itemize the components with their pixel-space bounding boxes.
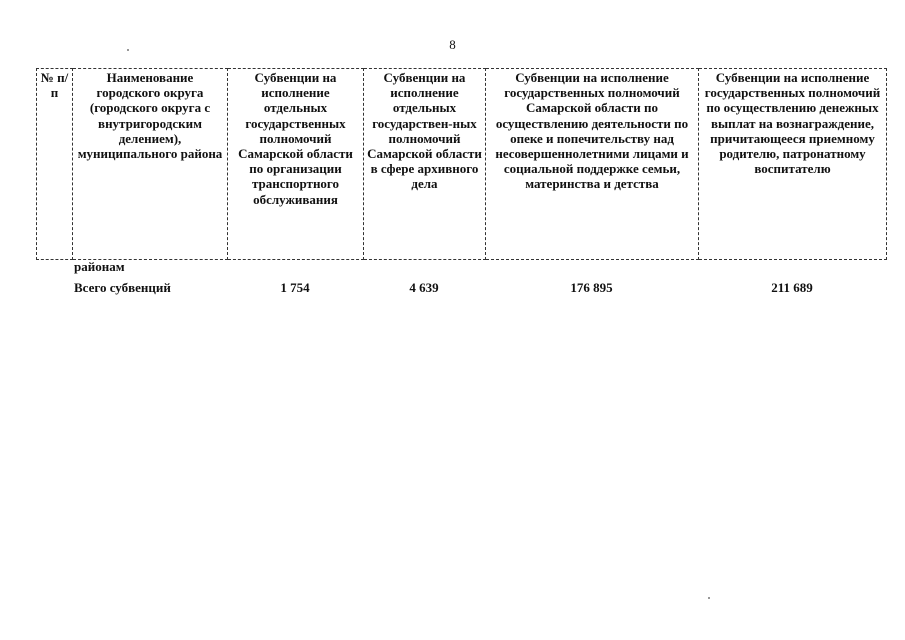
table-body: [36, 258, 886, 298]
scan-speck: [708, 597, 710, 599]
total-foster-payment: 211 689: [771, 280, 813, 295]
header-guardianship-subsidy: Субвенции на исполнение государственных полномочий Самарской области по осуществлению деятельности по опеке и попечительству над несовершеннолетними лицами и социальной поддержке семьи, материнства и детства: [486, 69, 699, 260]
header-foster-payment-subsidy: Субвенции на исполнение государственных полномочий по осуществлению денежных выплат на вознаграждение, причитающееся приемному родителю, патронатному воспитателю: [699, 69, 887, 260]
table-header-row: [37, 69, 887, 260]
scan-speck: [127, 49, 129, 51]
continuation-text: районам: [74, 259, 125, 274]
total-label: Всего субвенций: [74, 280, 171, 295]
header-archive-subsidy: Субвенции на исполнение отдельных государствен-ных полномочий Самарской области в сфере архивного дела: [364, 69, 486, 260]
header-transport-subsidy: Субвенции на исполнение отдельных государственных полномочий Самарской области по организации транспортного обслуживания: [228, 69, 364, 260]
header-municipality-name: Наименование городского округа (городского округа с внутригородским делением), муниципального района: [73, 69, 228, 260]
subsidy-table: [36, 68, 887, 260]
total-guardianship: 176 895: [570, 280, 613, 295]
page-number: 8: [449, 37, 456, 52]
total-archive: 4 639: [409, 280, 439, 295]
total-transport: 1 754: [280, 280, 310, 295]
header-row-number: № п/п: [37, 69, 73, 260]
table-row: [36, 258, 886, 278]
total-row: [36, 278, 886, 298]
